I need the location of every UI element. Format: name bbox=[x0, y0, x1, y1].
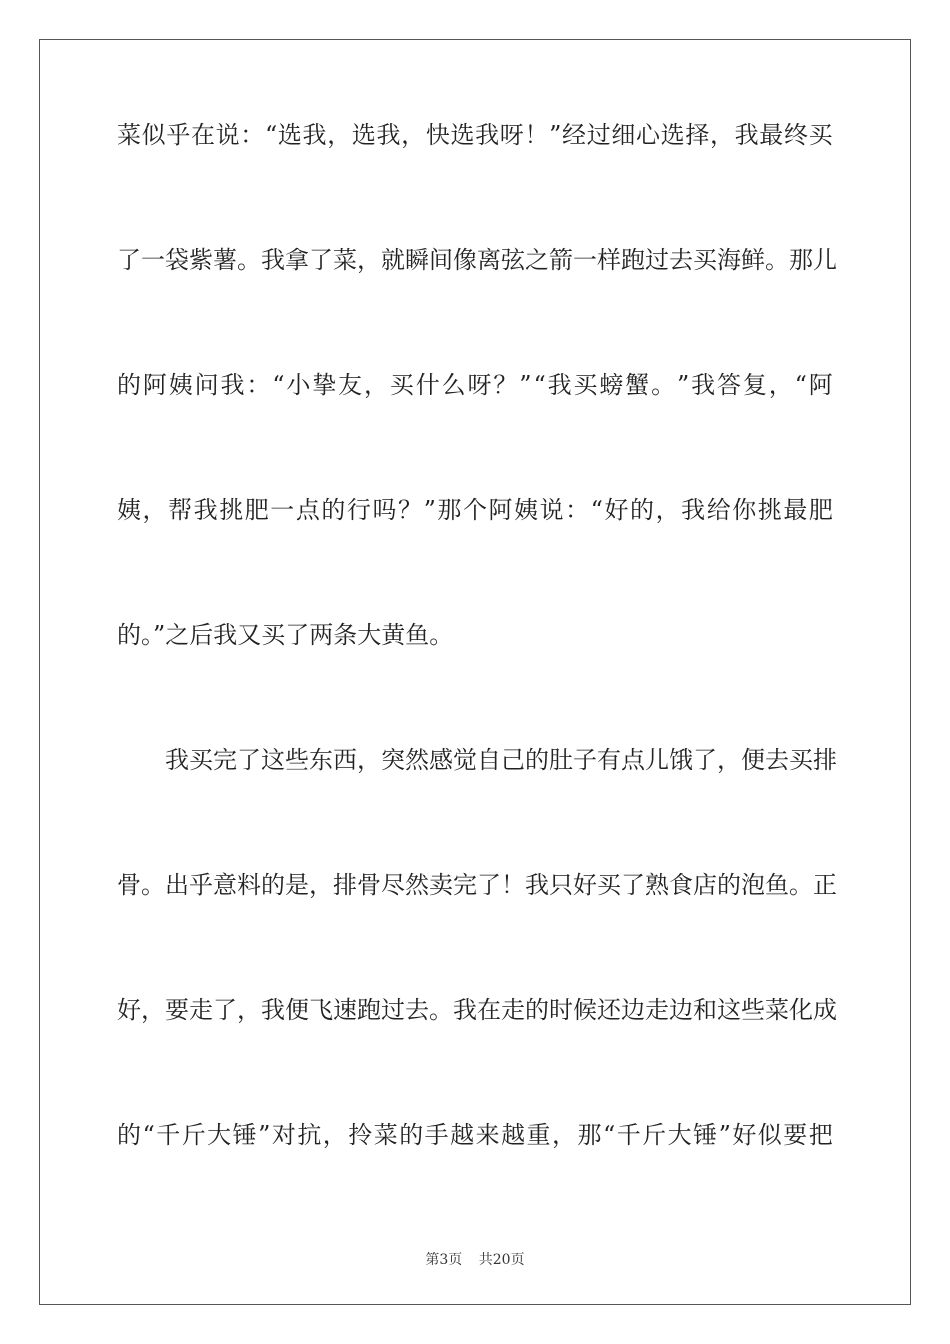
text-line-paragraph-start: 我 买 完 了 这 些 东 西 ， 突 然 感 觉 自 己 的 肚 子 有 点 儿 饿 了 ， 便 去 买 排 bbox=[165, 746, 837, 774]
text-line: 的 阿 姨 问 我 ： “ 小 挚 友 ， 买 什 么 呀 ？ ” “ 我 买 螃 蟹 。 ” 我 答 复 ， “ 阿 bbox=[117, 371, 833, 399]
text-line: 的。”之后我又买了两条大黄鱼。 bbox=[117, 621, 454, 649]
text-line: 了 一 袋 紫 薯 。 我 拿 了 菜 ， 就 瞬 间 像 离 弦 之 箭 一 样 跑 过 去 买 海 鲜 。 那 儿 bbox=[117, 246, 837, 274]
page-total: 共20页 bbox=[478, 1252, 525, 1268]
text-line: 菜 似 乎 在 说 ： “ 选 我 ， 选 我 ， 快 选 我 呀 ！ ” 经 过 细 心 选 择 ， 我 最 终 买 bbox=[117, 121, 833, 149]
text-line: 骨 。 出 乎 意 料 的 是 ， 排 骨 尽 然 卖 完 了 ！ 我 只 好 买 了 熟 食 店 的 泡 鱼 。 正 bbox=[117, 871, 837, 899]
text-line: 好 ， 要 走 了 ， 我 便 飞 速 跑 过 去 。 我 在 走 的 时 候 还 边 走 边 和 这 些 菜 化 成 bbox=[117, 996, 837, 1024]
text-line: 的 “ 千 斤 大 锤 ” 对 抗 ， 拎 菜 的 手 越 来 越 重 ， 那 “ 千 斤 大 锤 ” 好 似 要 把 bbox=[117, 1121, 833, 1149]
text-line: 姨 ， 帮 我 挑 肥 一 点 的 行 吗 ？ ” 那 个 阿 姨 说 ： “ 好 的 ， 我 给 你 挑 最 肥 bbox=[117, 496, 833, 524]
page-footer bbox=[0, 1249, 950, 1269]
page-number: 第3页 bbox=[425, 1252, 463, 1268]
body-text bbox=[117, 120, 837, 1245]
